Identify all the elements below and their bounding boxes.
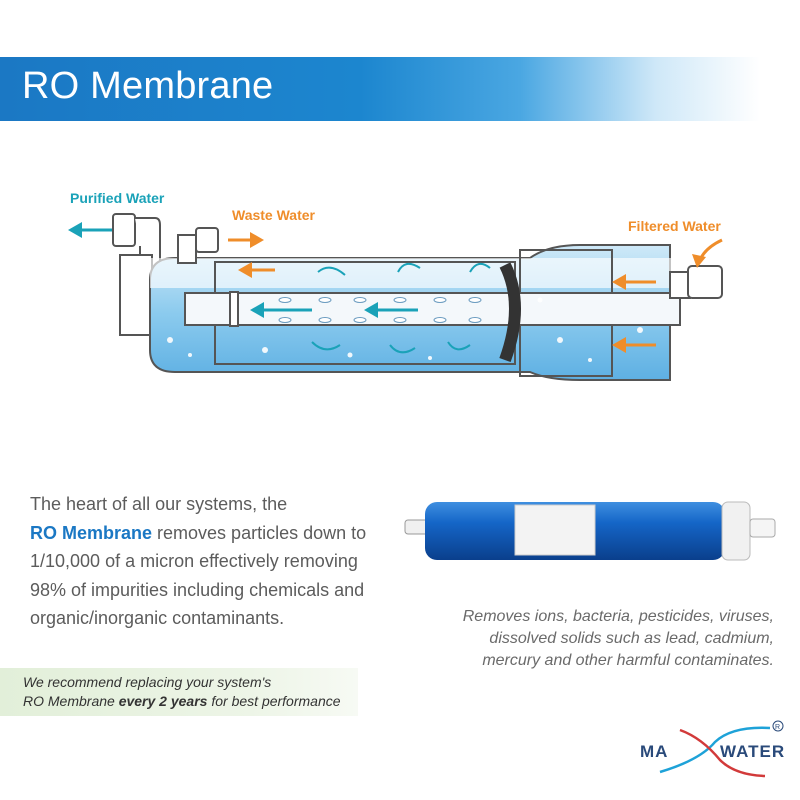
- description-line-5: organic/inorganic contaminants.: [30, 608, 285, 628]
- filtered-inlet-arrow: [692, 240, 722, 268]
- maxwater-logo: [640, 720, 790, 780]
- recommend-line-1: We recommend replacing your system's: [23, 674, 272, 690]
- description-paragraph: [30, 490, 380, 633]
- purified-water-label: Purified Water: [70, 190, 165, 206]
- waste-outlet-arrow: [228, 232, 264, 248]
- note-line-2: dissolved solids such as lead, cadmium,: [489, 630, 774, 647]
- filtered-water-label: Filtered Water: [628, 218, 721, 234]
- ro-membrane-highlight: RO Membrane: [30, 522, 153, 543]
- note-line-1: Removes ions, bacteria, pesticides, viruses,: [462, 608, 774, 625]
- page-title: RO Membrane: [22, 65, 274, 107]
- title-banner: [0, 57, 800, 121]
- recommend-line-2a: RO Membrane: [23, 693, 119, 709]
- recommend-line-2c: for best performance: [207, 693, 341, 709]
- logo-text-left: MA: [640, 742, 669, 761]
- description-line-4: 98% of impurities including chemicals and: [30, 579, 365, 600]
- ro-membrane-diagram: [0, 170, 800, 400]
- description-line-3: 1/10,000 of a micron effectively removing: [30, 551, 358, 571]
- description-line-1: The heart of all our systems, the: [30, 494, 288, 514]
- purified-outlet-arrow: [68, 222, 112, 238]
- registered-mark: R: [775, 724, 781, 731]
- recommend-interval: every 2 years: [118, 693, 208, 709]
- ro-membrane-cartridge-image: [400, 492, 790, 592]
- logo-text-right: WATER: [720, 742, 786, 761]
- description-line-2: removes particles down to: [152, 522, 367, 543]
- contaminants-note: [434, 606, 774, 672]
- replacement-recommendation-box: [0, 668, 358, 716]
- note-line-3: mercury and other harmful contaminates.: [482, 652, 774, 669]
- waste-water-label: Waste Water: [232, 207, 315, 223]
